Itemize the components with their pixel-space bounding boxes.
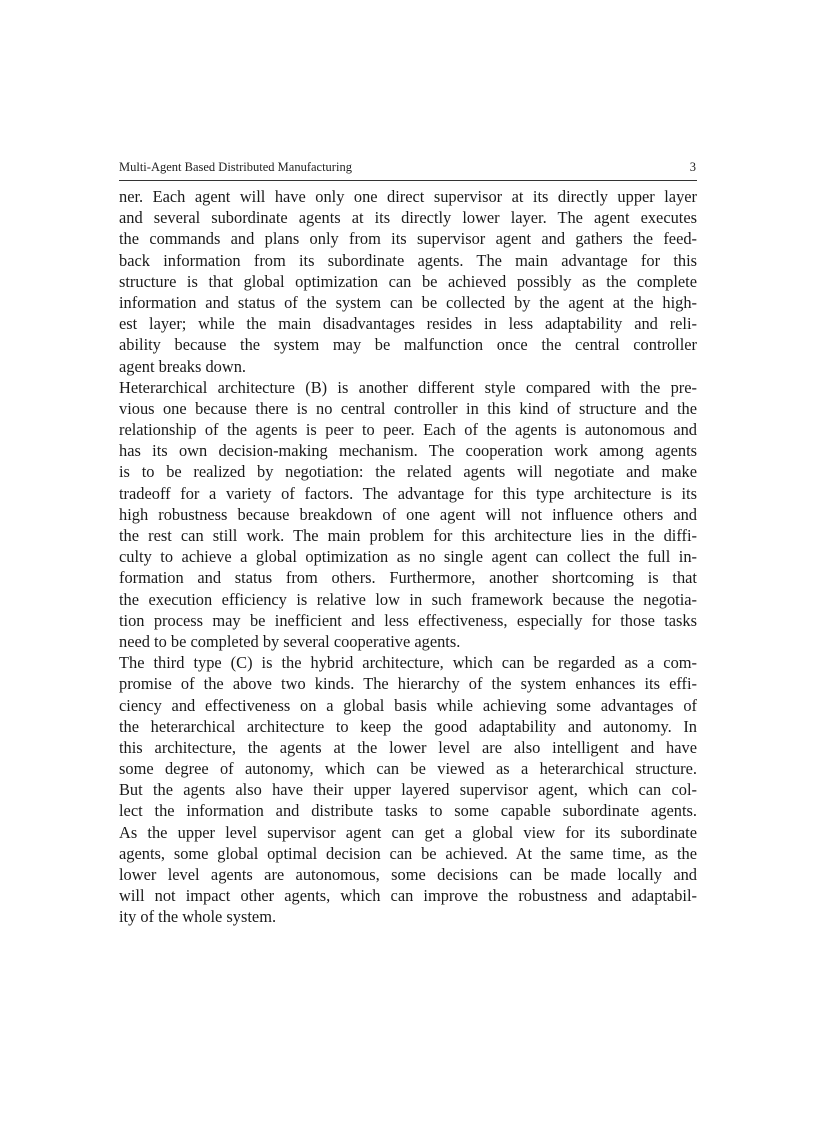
text-line: back information from its subordinate agents. The main advantage for this bbox=[119, 250, 697, 270]
text-line: lower level agents are autonomous, some decisions can be made locally and bbox=[119, 865, 697, 884]
text-line: this architecture, the agents at the lower level are also intelligent and have bbox=[119, 737, 697, 757]
text-line: the rest can still work. The main problem for this architecture lies in the diffi- bbox=[119, 526, 697, 545]
text-line: some degree of autonomy, which can be viewed as a heterarchical structure. bbox=[119, 759, 697, 779]
text-line: tradeoff for a variety of factors. The advantage for this type architecture is its bbox=[119, 483, 697, 503]
text-line: the commands and plans only from its supervisor agent and gathers the feed- bbox=[119, 229, 697, 249]
text-line: ner. Each agent will have only one direct supervisor at its directly upper layer bbox=[119, 187, 697, 206]
paragraph-3 bbox=[119, 652, 697, 927]
running-title: Multi-Agent Based Distributed Manufacturing bbox=[119, 160, 352, 174]
text-line: But the agents also have their upper layered supervisor agent, which can col- bbox=[119, 780, 697, 800]
text-line: The third type (C) is the hybrid architecture, which can be regarded as a com- bbox=[119, 653, 697, 673]
text-line: relationship of the agents is peer to peer. Each of the agents is autonomous and bbox=[119, 420, 697, 440]
page-number: 3 bbox=[689, 160, 696, 174]
text-line: ity of the whole system. bbox=[119, 907, 277, 927]
text-line: and several subordinate agents at its directly lower layer. The agent executes bbox=[119, 208, 697, 228]
text-line: high robustness because breakdown of one agent will not influence others and bbox=[119, 504, 697, 524]
text-line: vious one because there is no central controller in this kind of structure and the bbox=[119, 398, 697, 418]
text-line: agent breaks down. bbox=[119, 356, 246, 376]
text-line: Heterarchical architecture (B) is another different style compared with the pre- bbox=[119, 377, 697, 397]
text-line: is to be realized by negotiation: the related agents will negotiate and make bbox=[119, 462, 697, 482]
text-line: information and status of the system can be collected by the agent at the high- bbox=[119, 292, 697, 312]
text-line: the execution efficiency is relative low in such framework because the negotia- bbox=[119, 589, 697, 609]
paragraph-1 bbox=[119, 186, 697, 377]
text-line: agents, some global optimal decision can be achieved. At the same time, as the bbox=[119, 843, 697, 863]
text-line: the heterarchical architecture to keep the good adaptability and autonomy. In bbox=[119, 716, 697, 736]
text-line: tion process may be inefficient and less effectiveness, especially for those tasks bbox=[119, 610, 697, 630]
text-line: will not impact other agents, which can improve the robustness and adaptabil- bbox=[119, 886, 697, 906]
text-line: ability because the system may be malfunction once the central controller bbox=[119, 335, 697, 355]
paragraph-2 bbox=[119, 377, 697, 652]
text-line: ciency and effectiveness on a global basis while achieving some advantages of bbox=[119, 695, 697, 715]
text-line: structure is that global optimization can be achieved possibly as the complete bbox=[119, 271, 697, 291]
header-rule bbox=[119, 180, 697, 181]
text-line: culty to achieve a global optimization as no single agent can collect the full in- bbox=[119, 547, 697, 567]
text-line: est layer; while the main disadvantages resides in less adaptability and reli- bbox=[119, 314, 697, 334]
text-line: need to be completed by several cooperative agents. bbox=[119, 631, 461, 651]
text-line: promise of the above two kinds. The hierarchy of the system enhances its effi- bbox=[119, 674, 697, 694]
text-line: lect the information and distribute tasks to some capable subordinate agents. bbox=[119, 801, 697, 821]
body-text bbox=[119, 186, 697, 928]
text-line: As the upper level supervisor agent can get a global view for its subordinate bbox=[119, 822, 697, 842]
running-header bbox=[119, 160, 696, 180]
text-line: formation and status from others. Furthermore, another shortcoming is that bbox=[119, 568, 697, 588]
text-line: has its own decision-making mechanism. The cooperation work among agents bbox=[119, 441, 697, 461]
